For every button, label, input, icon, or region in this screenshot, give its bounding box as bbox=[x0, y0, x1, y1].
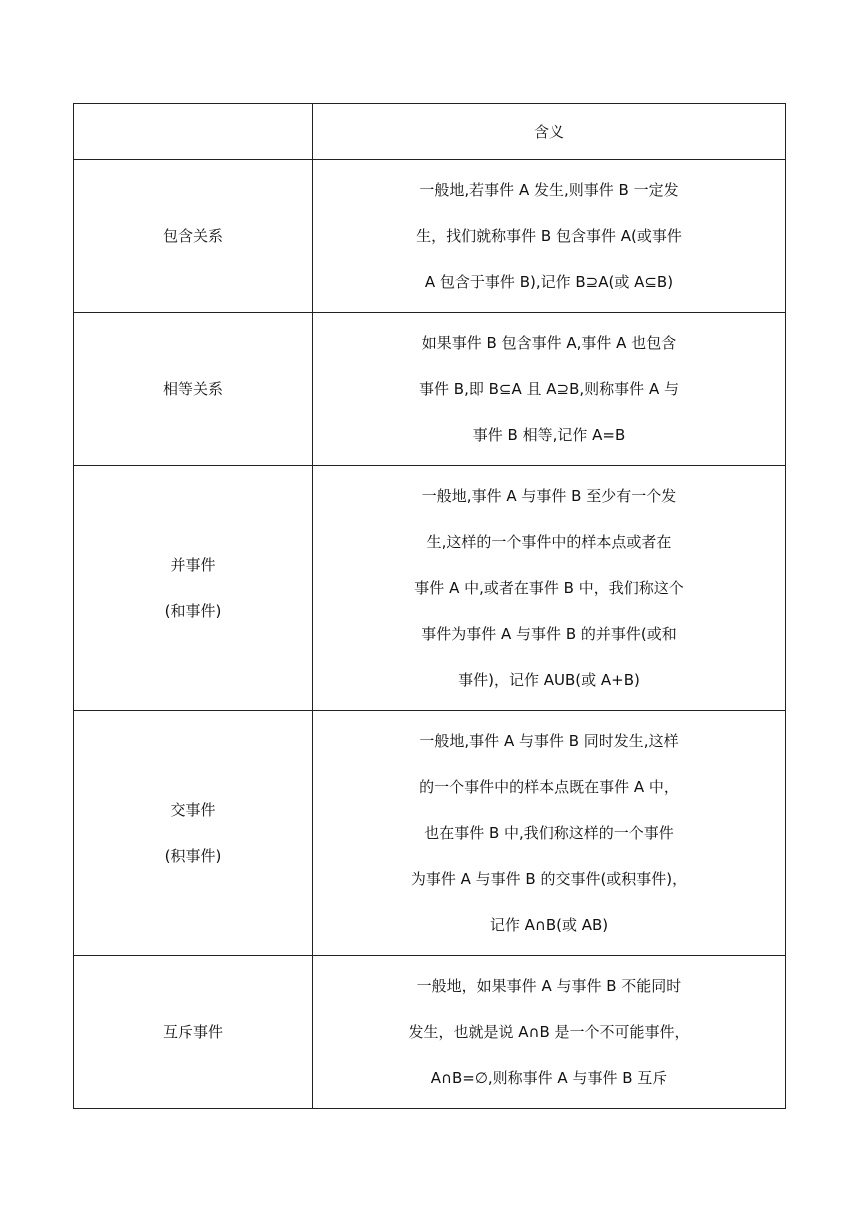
term-text: 相等关系 bbox=[162, 380, 223, 398]
meaning-cell bbox=[313, 160, 786, 313]
header-cell-term bbox=[74, 104, 313, 160]
meaning-line: 事件 A 中,或者在事件 B 中，我们称这个 bbox=[414, 579, 684, 597]
table-row bbox=[74, 711, 786, 956]
meaning-line: 事件为事件 A 与事件 B 的并事件(或和 bbox=[421, 625, 677, 643]
term-text: 互斥事件 bbox=[162, 1023, 223, 1041]
table-row bbox=[74, 466, 786, 711]
header-cell-meaning: 含义 bbox=[313, 104, 786, 160]
term-text: 包含关系 bbox=[162, 227, 223, 245]
table-row bbox=[74, 160, 786, 313]
term-alias: (积事件) bbox=[164, 847, 222, 865]
term-cell bbox=[74, 313, 313, 466]
term-cell bbox=[74, 711, 313, 956]
meaning-line: 的一个事件中的样本点既在事件 A 中， bbox=[419, 778, 679, 796]
meaning-line: 事件 B 相等,记作 A=B bbox=[472, 426, 626, 444]
table-row bbox=[74, 313, 786, 466]
meaning-line: 一般地,事件 A 与事件 B 至少有一个发 bbox=[421, 487, 677, 505]
table-row bbox=[74, 956, 786, 1109]
meaning-line: A 包含于事件 B),记作 B⊇A(或 A⊆B) bbox=[424, 273, 674, 291]
meaning-line: A∩B=∅,则称事件 A 与事件 B 互斥 bbox=[430, 1069, 668, 1087]
meaning-cell bbox=[313, 313, 786, 466]
meaning-line: 一般地,若事件 A 发生,则事件 B 一定发 bbox=[419, 181, 679, 199]
term-cell bbox=[74, 956, 313, 1109]
term-cell bbox=[74, 466, 313, 711]
meaning-line: 事件)，记作 AUB(或 A+B) bbox=[458, 671, 640, 689]
term-alias: (和事件) bbox=[164, 602, 222, 620]
meaning-line: 一般地,事件 A 与事件 B 同时发生,这样 bbox=[419, 732, 679, 750]
meaning-line: 记作 A∩B(或 AB) bbox=[489, 916, 609, 934]
term-text: 并事件 bbox=[170, 556, 216, 574]
meaning-cell bbox=[313, 956, 786, 1109]
meaning-line: 事件 B,即 B⊆A 且 A⊇B,则称事件 A 与 bbox=[419, 380, 679, 398]
meaning-cell bbox=[313, 466, 786, 711]
meaning-line: 一般地，如果事件 A 与事件 B 不能同时 bbox=[416, 977, 682, 995]
meaning-cell bbox=[313, 711, 786, 956]
meaning-line: 发生，也就是说 A∩B 是一个不可能事件， bbox=[408, 1023, 690, 1041]
meaning-line: 为事件 A 与事件 B 的交事件(或积事件)， bbox=[410, 870, 688, 888]
meaning-line: 生,这样的一个事件中的样本点或者在 bbox=[426, 533, 672, 551]
table-header-row bbox=[74, 104, 786, 160]
meaning-line: 如果事件 B 包含事件 A,事件 A 也包含 bbox=[421, 334, 677, 352]
meaning-line: 也在事件 B 中,我们称这样的一个事件 bbox=[424, 824, 674, 842]
term-text: 交事件 bbox=[170, 801, 216, 819]
meaning-line: 生，找们就称事件 B 包含事件 A(或事件 bbox=[416, 227, 682, 245]
event-relations-table bbox=[73, 103, 786, 1109]
term-cell bbox=[74, 160, 313, 313]
